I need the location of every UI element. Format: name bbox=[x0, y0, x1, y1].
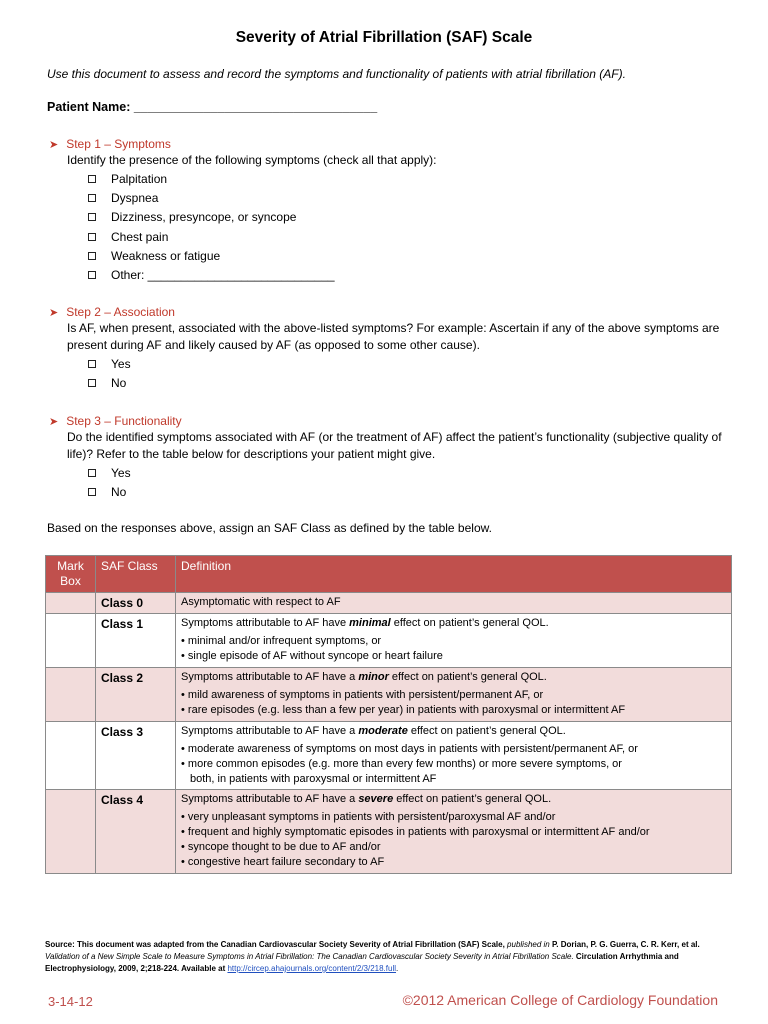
header-saf-class: SAF Class bbox=[96, 556, 176, 593]
header-mark-box: Mark Box bbox=[46, 556, 96, 593]
arrow-icon: ➤ bbox=[49, 415, 59, 428]
checkbox-icon[interactable] bbox=[88, 175, 96, 183]
checkbox-icon[interactable] bbox=[88, 233, 96, 241]
step-3-heading: Step 3 – Functionality bbox=[66, 414, 182, 428]
checkbox-icon[interactable] bbox=[88, 252, 96, 260]
table-row bbox=[46, 614, 732, 668]
step-1-heading: Step 1 – Symptoms bbox=[66, 137, 171, 151]
class-cell: Class 0 bbox=[96, 593, 176, 614]
source-citation: Source: This document was adapted from the Canadian Cardiovascular Society Severity of Atrial Fibrillation (SAF) Scale, published in P. Dorian, P. G. Guerra, C. R. Kerr, et al. Validation of a New Simple Scale to Measure Symptoms in Atrial Fibrillation: The Canadian Cardiovascular Society Severity in Atrial Fibrillation Scale. Circulation Arrhythmia and Electrophysiology, 2009, 2;218-224. Available at http://circep.ahajournals.org/content/2/3/218.full. bbox=[45, 940, 700, 973]
functionality-option[interactable]: Yes bbox=[88, 463, 737, 482]
step-1-section bbox=[47, 137, 737, 285]
symptom-option[interactable]: Chest pain bbox=[88, 227, 737, 246]
checkbox-icon[interactable] bbox=[88, 271, 96, 279]
assign-instruction: Based on the responses above, assign an SAF Class as defined by the table below. bbox=[47, 521, 492, 535]
table-row bbox=[46, 722, 732, 790]
patient-name-field[interactable]: Patient Name: ___________________________________ bbox=[47, 100, 378, 114]
source-link[interactable]: http://circep.ahajournals.org/content/2/3/218.full bbox=[227, 964, 397, 973]
step-3-section bbox=[47, 414, 737, 502]
definition-cell: Symptoms attributable to AF have a severe effect on patient’s general QOL. • very unpleasant symptoms in patients with persistent/paroxysmal AF and/or • frequent and highly symptomatic episodes in patients with paroxysmal or intermittent AF and/or • syncope thought to be due to AF and/or • congestive heart failure secondary to AF bbox=[176, 790, 732, 874]
functionality-option[interactable]: No bbox=[88, 482, 737, 501]
saf-class-table bbox=[45, 555, 732, 874]
symptom-option[interactable]: Weakness or fatigue bbox=[88, 246, 737, 265]
class-cell: Class 2 bbox=[96, 668, 176, 722]
footer-copyright: ©2012 American College of Cardiology Foundation bbox=[402, 992, 718, 1008]
symptom-option[interactable]: Dyspnea bbox=[88, 188, 737, 207]
footer-date: 3-14-12 bbox=[48, 994, 93, 1009]
symptom-option[interactable]: Palpitation bbox=[88, 169, 737, 188]
class-cell: Class 4 bbox=[96, 790, 176, 874]
checkbox-icon[interactable] bbox=[88, 360, 96, 368]
definition-cell: Symptoms attributable to AF have minimal effect on patient’s general QOL. • minimal and/or infrequent symptoms, or • single episode of AF without syncope or heart failure bbox=[176, 614, 732, 668]
mark-box-cell[interactable] bbox=[46, 722, 96, 790]
checkbox-icon[interactable] bbox=[88, 213, 96, 221]
step-2-section bbox=[47, 305, 737, 393]
arrow-icon: ➤ bbox=[49, 138, 59, 151]
class-cell: Class 3 bbox=[96, 722, 176, 790]
checkbox-icon[interactable] bbox=[88, 379, 96, 387]
step-1-description: Identify the presence of the following symptoms (check all that apply): bbox=[67, 153, 437, 167]
checkbox-icon[interactable] bbox=[88, 488, 96, 496]
definition-cell: Symptoms attributable to AF have a moderate effect on patient’s general QOL. • moderate awareness of symptoms on most days in patients with persistent/permanent AF, or • more common episodes (e.g. more than every few months) or more severe symptoms, or both, in patients with paroxysmal or intermittent AF bbox=[176, 722, 732, 790]
checkbox-icon[interactable] bbox=[88, 194, 96, 202]
header-definition: Definition bbox=[176, 556, 732, 593]
step-2-heading: Step 2 – Association bbox=[66, 305, 175, 319]
mark-box-cell[interactable] bbox=[46, 668, 96, 722]
association-option[interactable]: Yes bbox=[88, 354, 737, 373]
definition-cell: Symptoms attributable to AF have a minor effect on patient’s general QOL. • mild awareness of symptoms in patients with persistent/permanent AF, or • rare episodes (e.g. less than a few per year) in patients with paroxysmal or intermittent AF bbox=[176, 668, 732, 722]
mark-box-cell[interactable] bbox=[46, 593, 96, 614]
arrow-icon: ➤ bbox=[49, 306, 59, 319]
association-option[interactable]: No bbox=[88, 373, 737, 392]
symptom-option[interactable]: Other: ____________________________ bbox=[88, 265, 737, 284]
document-title: Severity of Atrial Fibrillation (SAF) Scale bbox=[235, 29, 533, 46]
definition-cell: Asymptomatic with respect to AF bbox=[176, 593, 732, 614]
mark-box-cell[interactable] bbox=[46, 614, 96, 668]
step-2-description: Is AF, when present, associated with the above-listed symptoms? For example: Ascertain if any of the above symptoms are present during AF and likely caused by AF (as opposed to some other cause). bbox=[67, 321, 720, 352]
table-header-row bbox=[46, 556, 732, 593]
class-cell: Class 1 bbox=[96, 614, 176, 668]
step-3-description: Do the identified symptoms associated with AF (or the treatment of AF) affect the patient’s functionality (subjective quality of life)? Refer to the table below for descriptions your patient might give. bbox=[67, 430, 722, 461]
mark-box-cell[interactable] bbox=[46, 790, 96, 874]
intro-text: Use this document to assess and record the symptoms and functionality of patients with atrial fibrillation (AF). bbox=[47, 67, 626, 81]
table-row bbox=[46, 593, 732, 614]
table-row bbox=[46, 790, 732, 874]
table-row bbox=[46, 668, 732, 722]
checkbox-icon[interactable] bbox=[88, 469, 96, 477]
symptom-option[interactable]: Dizziness, presyncope, or syncope bbox=[88, 208, 737, 227]
